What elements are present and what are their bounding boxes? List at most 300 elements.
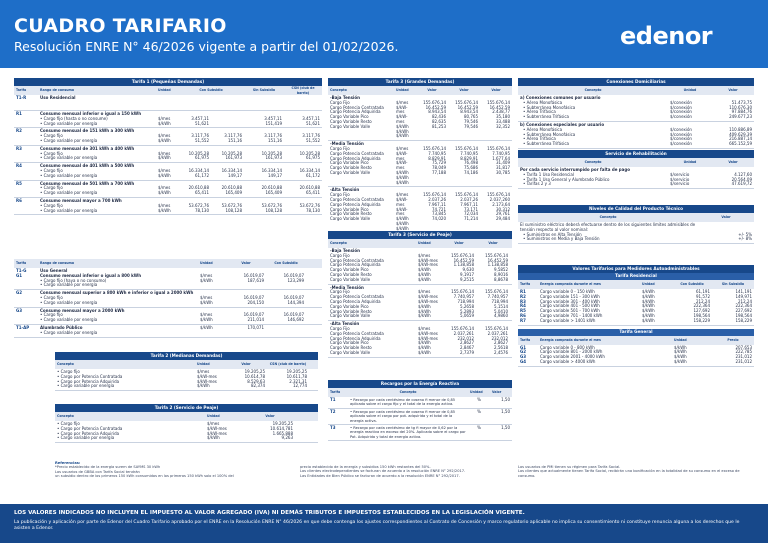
col-valor: Valor — [492, 390, 502, 395]
col-unidad: Unidad — [683, 160, 697, 165]
footer-legal: La publicación y aplicación por parte de Edenor del Cuadro Tarifario aprobado por el ENRE en la Resolución ENRE N° 46/2026 en que debe contenga los ajustes correspondientes al Contrato de Concesión y marco regulatorio aplicable no implica su consentimiento ni constituye renuncia alguna a los derechos que le asisten a Edenor. — [14, 520, 740, 531]
tarifa1-row — [14, 128, 322, 145]
tarifa2-unit: $/mes $/kW-mes $/kW-mes $/kWh — [197, 369, 217, 389]
row-concept — [38, 290, 198, 306]
row-range: Uso Residencial — [40, 95, 76, 100]
row-item: • Cargo fijo — [40, 312, 63, 318]
col-unidad: Unidad — [396, 88, 409, 93]
row-value: 1,50 — [501, 408, 510, 414]
row-item: • Cargo variable por energía — [40, 207, 98, 213]
group-value-1: 155.676,14 2.037,26 7.967,11 74,721 73,845 74,020 — [423, 192, 446, 222]
rehab-label: Por cada servicio interrumpido por falta de pago — [520, 167, 630, 172]
row-value-1: 3.457,11 51,621 — [191, 115, 209, 126]
tarifa1-row — [14, 95, 322, 111]
rehab-unit: $/servicio $/servicio $/servicio — [670, 171, 690, 187]
group-value-1: 155.676,14 2.037,261 232,012 2,8627 2,8467 2,7379 — [451, 325, 474, 355]
row-text: • Recargo por cada centésimo de tg fi mayor de 0,62 por la energía reactiva en exceso del 20%. Aplicado sobre el cargo por Pot. Adquirida y total de energía activa. — [350, 426, 466, 439]
autoabast-title: Valores Tarifarios para Medidores Autoadministrables — [518, 265, 754, 273]
tarifa2-value: 19.205,25 10.614,78 8.529,63 82,374 — [244, 369, 265, 389]
row-value-1: 16.019,07 211,014 — [243, 312, 264, 323]
col-valor-bt: Valor — [454, 241, 464, 246]
row-item: • Cargo fijo — [40, 133, 63, 139]
row-value-1: 3.117,76 51,552 — [191, 133, 209, 143]
row-value-1: 16.019,07 187,619 — [243, 272, 264, 283]
conexiones-b-row — [518, 122, 754, 149]
row-concept — [38, 95, 156, 110]
autoabast-general-values: 207,653 222,785 231,012 231,012 — [735, 344, 752, 364]
row-value-3: 20.610,88 165,409 — [261, 185, 282, 196]
alumbrado-row — [14, 325, 322, 338]
tarifa2-columns — [55, 360, 318, 369]
col-unidad: Unidad — [207, 414, 220, 419]
group-unit: $/mes $/kW-mes $/kW-mes $/kWh $/kWh $/kWh — [396, 99, 409, 139]
row-unit: $/mes $/kWh — [200, 272, 213, 283]
tarifa3-panel — [328, 78, 512, 234]
tarifa3p-rows — [328, 248, 512, 358]
row-range: Consumo mensual de 501 kWh a 700 kWh — [40, 180, 135, 186]
row-code: R1 — [16, 111, 22, 116]
row-unit: $/mes $/kWh — [158, 167, 171, 178]
col-sin-subsidio: Sin Subsidio — [721, 282, 745, 287]
calidad-title: Niveles de Calidad del Producto Técnico — [518, 205, 754, 213]
group-value-3: 155.676,14 7.740,95 1.677,64 31,409 31,817 30,785 — [487, 145, 510, 175]
row-value-1: 20.610,88 65,411 — [188, 185, 209, 196]
col-rango: Rango de consumo — [40, 88, 75, 93]
ap-label-cell — [38, 325, 198, 337]
tarifa2p-value: 19.205,25 10.614,781 1.665,888 9,263 — [270, 421, 293, 441]
reactiva-rows — [328, 397, 512, 441]
row-value-4: 3.117,76 51,552 — [302, 133, 320, 143]
col-unidad: Unidad — [418, 241, 431, 246]
row-value-2: 20.610,88 165,409 — [221, 185, 242, 196]
row-item: • Cargo variable por energía — [40, 137, 98, 143]
col-concepto: Concepto — [57, 362, 74, 367]
referencias-right: Los usuarios de PMI tienen su régimen para Tarifa Social. Los clientes que actualmente tienen Tarifa Social, recibirán una bonificación en la totalidad de su consumo en el exceso de consumo. — [518, 465, 740, 478]
autoabast-codes: R1 R2 R3 R4 R5 R6 R7 — [520, 289, 526, 323]
row-range: Consumo mensual de 301 kWh a 400 kWh — [40, 145, 135, 151]
page-title: CUADRO TARIFARIO — [14, 15, 227, 37]
row-value-4: 10.205,28 61,975 — [299, 150, 320, 161]
col-unidad: Unidad — [642, 282, 655, 287]
row-code: T1-R — [16, 95, 27, 100]
row-value-2: 16.334,14 149,17 — [221, 167, 242, 178]
group-label: -Baja Tensión — [330, 95, 360, 100]
tarifa1-columns — [14, 86, 322, 95]
row-item: • Cargo fijo (hasta o no consume) — [40, 115, 108, 121]
referencias-title: Referencias: — [55, 461, 81, 465]
group-items: Cargo Fijo Cargo Potencia Contratada Cargo Potencia Adquirida Cargo Variable Pico Cargo Variable Resto Cargo Variable Valle — [330, 325, 384, 355]
tarifa1-general-panel — [14, 259, 322, 338]
row-range: Consumo mensual mayor a 700 kWh — [40, 197, 122, 203]
row-text: • Recargo por cada centésimo de coseno fi menor de 0,85 aplicado sobre el cargo fijo y el total de la energía activa. — [350, 398, 456, 407]
autoabast-row — [518, 289, 754, 326]
tarifa2-row — [55, 369, 318, 391]
reactiva-title: Recargos por la Energía Reactiva — [328, 380, 512, 388]
conexiones-b-label: b) Conexiones especiales por usuario — [520, 121, 605, 127]
rehab-items: • Tarifa 1 Uso Residencial • Tarifa 1 Uso General y Alumbrado Público • Tarifas 2 y 3 — [523, 171, 610, 187]
tarifa3-peaje-panel — [328, 231, 512, 358]
group-concept — [328, 248, 416, 284]
conexiones-b-values: 110.886,89 409.629,39 216.887,14 665.152,59 — [729, 126, 752, 147]
autoabast-columns — [518, 280, 754, 289]
autoabast-items: Cargo variable 0 - 150 kWh Cargo variable 151 - 300 kWh Cargo variable 301 - 400 kWh Cargo variable 401 - 500 kWh Cargo variable 501 - 700 kWh Cargo variable 701 - 1400 kWh Cargo variable > 1401 kWh — [540, 289, 603, 323]
tarifa2-panel — [55, 352, 318, 391]
row-value-2 — [211, 95, 244, 110]
row-range: Uso General Consumo mensual inferior o igual a 800 kWh — [40, 268, 142, 278]
reactiva-columns — [328, 388, 512, 397]
col-unidad: Unidad — [683, 88, 697, 93]
row-unit: % — [477, 397, 481, 402]
col-concepto: Concepto — [584, 88, 602, 93]
tarifa3p-columns — [328, 239, 512, 248]
row-value-3: 3.457,11 151,419 — [264, 115, 282, 126]
group-label: -Alta Tensión — [330, 321, 360, 327]
tarifa1-panel — [14, 78, 322, 215]
conexiones-a-items: • Aérea Monofásica • Subterránea Monofásica • Aérea Trifásica • Subterránea Trifásica — [523, 99, 576, 120]
col-valor: Valor — [241, 261, 251, 266]
row-value-2: 10.205,28 161,973 — [221, 150, 242, 161]
row-item: • Cargo fijo — [40, 202, 63, 208]
ap-code: T1-AP — [16, 324, 30, 330]
tarifa3-group — [328, 187, 512, 233]
autoabast-panel — [518, 265, 754, 367]
col-energia: Energía comprada durante el mes — [540, 282, 601, 287]
col-tarifa: Tarifa — [330, 390, 341, 395]
tarifa1g-row — [14, 268, 322, 290]
col-con-subsidio: Con Subsidio — [274, 261, 298, 266]
col-csn: CSN (club de barrio) — [269, 362, 307, 367]
col-valor: Valor — [265, 414, 275, 419]
reactiva-panel — [328, 380, 512, 441]
col-valor-mt: Valor — [488, 241, 498, 246]
row-value-3 — [244, 95, 284, 110]
col-concepto: Concepto — [399, 390, 417, 395]
row-unit: % — [477, 425, 481, 431]
tarifa2p-unit: $/mes $/kW-mes $/kW-mes $/kWh — [207, 421, 227, 441]
calidad-columns — [518, 213, 754, 222]
group-value-3: 155.676,14 2.037,260 2.173,64 30,312 29,761 29,484 — [487, 192, 510, 222]
col-valor-mt: Valor — [459, 88, 469, 93]
row-item: • Cargo variable por energía — [40, 155, 98, 161]
col-valor: Valor — [241, 362, 251, 367]
rehab-panel — [518, 150, 754, 189]
row-value: 1,50 — [501, 425, 510, 431]
row-value-4: 20.610,88 65,411 — [299, 185, 320, 196]
row-code: G2 — [16, 290, 23, 296]
tarifa1-row — [14, 163, 322, 180]
col-unidad: Unidad — [470, 390, 483, 395]
conexiones-panel — [518, 78, 754, 149]
conexiones-a-unit: $/conexión $/conexión $/conexión $/conexión — [670, 99, 692, 120]
row-code: R5 — [16, 180, 22, 186]
col-unidad: Unidad — [200, 261, 213, 266]
group-value-2: 155.676,14 16.452,59 8.943,54 80,765 79,546 79,546 — [455, 99, 478, 129]
edenor-logo: edenor — [620, 22, 713, 50]
row-item: • Cargo fijo — [40, 150, 63, 156]
referencias-left — [55, 461, 295, 479]
group-unit: $/mes $/kW-mes $/kW-mes $/kWh $/kWh $/kWh — [396, 192, 409, 231]
col-concepto: Concepto — [599, 215, 617, 220]
row-item: • Cargo variable por energía — [40, 317, 98, 323]
row-value-4: 3.457,11 51,621 — [302, 115, 320, 126]
autoabast-con: 61,191 91,572 212,24 222,364 127,692 198,564 158,229 — [693, 289, 710, 323]
reactiva-row — [328, 425, 512, 441]
row-unit: $/mes $/kWh — [158, 202, 171, 213]
row-concept — [38, 146, 156, 162]
conexiones-b-items: • Aérea Monofásica • Subterránea Monofásica • Aérea Trifásica • Subterránea Trifásica — [523, 126, 576, 147]
group-value-2: 155.676,14 2.037,26 7.967,11 73,171 72,034 71,214 — [455, 192, 478, 222]
row-item: • Cargo fijo — [40, 167, 63, 173]
row-value-1: 16.019,07 204,150 — [243, 294, 264, 305]
tarifa1-rows — [14, 95, 322, 215]
referencias-mid: precio establecido de la energía y subsidios 150 kWh restantes del 50%. Los clientes electrodependientes se facturan de acuerdo a la resolución ENRE N° 292/2017. Las Entidades de Bien Público se facturan de acuerdo a la resolución ENRE N° 292/2017. — [300, 465, 466, 478]
group-unit: $/mes $/kW-mes $/kW-mes $/kWh $/kWh $/kWh — [396, 145, 409, 185]
row-value-2 — [211, 111, 244, 127]
conexiones-a-values: 51.473,75 110.676,30 97.884,76 249.677,23 — [729, 99, 752, 120]
group-value-2: 155.676,14 7.740,95 8.829,91 76,498 75,686 74,186 — [455, 145, 478, 175]
row-code: G3 — [16, 307, 23, 313]
group-value-2: 155.676,14 7.740,957 718,994 5,1514 5,0410 4,9860 — [485, 289, 508, 319]
row-unit — [156, 95, 178, 110]
col-unidad: Unidad — [158, 88, 171, 93]
col-unidad: Unidad — [197, 362, 210, 367]
rehab-values: 4.127,60 20.564,09 47.619,72 — [731, 171, 752, 187]
col-concepto: Concepto — [330, 241, 347, 246]
group-unit: $/mes $/kW-mes $/kW-mes $/kWh $/kWh $/kWh — [418, 325, 438, 355]
tarifa3-title: Tarifa 3 (Grandes Demandas) — [328, 78, 512, 86]
row-unit: $/mes $/kWh — [200, 312, 213, 323]
calidad-concept — [518, 222, 698, 243]
row-unit: $/mes $/kWh — [200, 294, 213, 305]
row-item: • Cargo variable por energía — [40, 120, 98, 126]
tarifa2p-columns — [55, 412, 318, 421]
group-value-1: 155.676,14 7.740,957 718,994 5,2658 5,2893 5,0659 — [451, 289, 474, 319]
header-banner — [0, 0, 768, 68]
col-con-subsidio: Con Subsidio — [199, 88, 223, 93]
row-code: T2 — [330, 408, 336, 414]
tarifa3-group — [328, 285, 512, 322]
row-code: T1-G G1 — [16, 268, 27, 278]
row-value-1: 10.205,28 61,975 — [188, 150, 209, 161]
group-value-1: 155.676,14 16.452,59 1.138,858 9,630 9,1917 9,2515 — [451, 252, 474, 282]
group-items: Cargo Fijo Cargo Potencia Contratada Cargo Potencia Adquirida Cargo Variable Pico Cargo Variable Resto Cargo Variable Valle — [330, 99, 384, 129]
row-code: T1 — [330, 397, 336, 402]
col-valor: Valor — [728, 88, 738, 93]
row-code: R6 — [16, 197, 22, 203]
ap-label: Alumbrado Público — [40, 324, 83, 330]
col-sin-subsidio: Sin Subsidio — [252, 88, 276, 93]
footer-banner — [0, 504, 768, 543]
group-items: Cargo Fijo Cargo Potencia Contratada Cargo Potencia Adquirida Cargo Variable Pico Cargo Variable Resto Cargo Variable Valle — [330, 192, 384, 222]
autoabast-unit: $/kWh $/kWh $/kWh $/kWh $/kWh $/kWh $/kWh — [642, 289, 655, 323]
row-concept — [38, 111, 156, 127]
row-range: Consumo mensual de 401 kWh a 500 kWh — [40, 163, 135, 169]
group-value-2: 155.676,14 16.452,59 1.138,858 9,5852 8,9016 8,8678 — [485, 252, 508, 282]
col-unidad: Unidad — [674, 337, 687, 342]
tarifa3-group — [328, 95, 512, 141]
rehab-title: Servicio de Rehabilitación — [518, 150, 754, 158]
group-unit: $/mes $/kW-mes $/kW-mes $/kWh $/kWh $/kWh — [418, 289, 438, 319]
group-label: -Media Tensión — [330, 141, 364, 147]
group-concept — [328, 321, 416, 357]
row-item: • Cargo variable por energía — [40, 190, 98, 196]
row-item: • Cargo fijo — [40, 185, 63, 191]
ap-unit: $/kWh — [200, 324, 213, 330]
tarifa1-title: Tarifa 1 (Pequeñas Demandas) — [14, 78, 322, 86]
autoabast-general-items: Cargo variable 0 - 800 kWh Cargo variable 801 - 2000 kWh Cargo variable 2001 - 4000 kWh Cargo variable > 4000 kWh — [540, 344, 605, 364]
row-unit: $/mes $/kWh — [158, 133, 171, 143]
row-unit: $/mes $/kWh — [158, 150, 171, 161]
row-value-3: 16.334,14 149,17 — [261, 167, 282, 178]
tarifa3-rows — [328, 95, 512, 234]
row-value: 1,50 — [501, 397, 510, 402]
tarifa3-group — [328, 141, 512, 187]
row-concept — [38, 308, 198, 324]
tarifa3-group — [328, 248, 512, 285]
tarifa2p-row — [55, 421, 318, 443]
rehab-concept — [518, 167, 668, 188]
tarifa3-columns — [328, 86, 512, 95]
row-value-4: 16.334,14 61,172 — [299, 167, 320, 178]
row-value-4 — [284, 95, 322, 110]
group-items: Cargo Fijo Cargo Potencia Contratada Cargo Potencia Adquirida Cargo Variable Pico Cargo Variable Resto Cargo Variable Valle — [330, 252, 384, 282]
reactiva-row — [328, 409, 512, 425]
row-value-2: 16.019,07 123,299 — [283, 272, 304, 283]
row-text: • Recargo por cada centésimo de coseno fi menor de 0,85 aplicado sobre el cargo por pot. adquirida y el total de la energía activa. — [350, 409, 456, 423]
group-value-1: 155.676,14 7.740,95 8.829,91 75,729 78,049 77,188 — [423, 145, 446, 175]
row-code: R3 — [16, 145, 22, 151]
page-subtitle: Resolución ENRE N° 46/2026 vigente a partir del 01/02/2026. — [14, 39, 399, 54]
group-label: -Alta Tensión — [330, 187, 360, 193]
conexiones-title: Conexiones Domiciliarias — [518, 78, 754, 86]
col-csn: CSN (club de barrio) — [291, 85, 315, 95]
group-value-3: 155.676,14 16.452,59 2.438,77 35,180 33,488 32,352 — [487, 99, 510, 129]
conexiones-b-concept — [518, 122, 668, 148]
tarifa2p-items: • Cargo fijo • Cargo por Potencia Contratada • Cargo por Potencia Adquirida • Cargo variable por energía — [57, 421, 123, 441]
row-code: T3 — [330, 425, 336, 431]
autoabast-general-codes: G1 G2 G3 G4 — [520, 344, 527, 364]
col-concepto: Concepto — [584, 160, 602, 165]
col-valor-bt: Valor — [427, 88, 437, 93]
row-concept — [38, 198, 156, 214]
rehab-row — [518, 167, 754, 189]
group-label: -Baja Tensión — [330, 248, 360, 253]
conexiones-a-row — [518, 95, 754, 122]
col-tarifa: Tarifa — [520, 337, 531, 342]
autoabast-general-row — [518, 345, 754, 367]
row-value-2: 3.117,76 151,16 — [224, 133, 242, 143]
autoabast-general-unit: $/kWh $/kWh $/kWh $/kWh — [674, 344, 687, 364]
row-code: R4 — [16, 163, 22, 169]
autoabast-general-columns — [518, 336, 754, 345]
group-items: Cargo Fijo Cargo Potencia Contratada Cargo Potencia Adquirida Cargo Variable Pico Cargo Variable Resto Cargo Variable Valle — [330, 145, 384, 175]
calidad-panel — [518, 205, 754, 244]
tarifa2-title: Tarifa 2 (Medianas Demandas) — [55, 352, 318, 360]
referencias-left-text: *Precio establecido de la energía surem de SAYMS 30 kWh Los usuarios de GBBA con Tarifa Social tendrán un subsidio dentro de los primeros 150 kWh consumidos en los primeros 150 kWh solo el 100% del — [55, 465, 234, 479]
row-value-1 — [178, 95, 211, 110]
autoabast-subtitle: Tarifa Residencial — [518, 273, 754, 280]
calidad-values: +/- 5% +/- 8% — [738, 231, 752, 242]
row-value-2: 16.019,07 146,692 — [283, 312, 304, 323]
group-value-2: 155.676,14 2.037,261 232,012 2,8627 2,5618 2,4576 — [485, 325, 508, 355]
col-con-subsidio: Con Subsidio — [680, 282, 704, 287]
group-concept — [328, 95, 394, 140]
tarifa1g-columns — [14, 259, 322, 268]
row-value-3: 10.205,28 161,973 — [261, 150, 282, 161]
reactiva-row — [328, 397, 512, 409]
col-energia: Energía comprada durante el mes — [540, 337, 601, 342]
tarifa1g-rows — [14, 268, 322, 325]
row-range: Consumo mensual inferior o igual a 150 kWh — [40, 111, 142, 116]
group-concept — [328, 187, 394, 232]
col-concepto: Concepto — [57, 414, 74, 419]
tarifa3-group — [328, 321, 512, 358]
tarifa1-row — [14, 146, 322, 163]
row-item: • Cargo variable por energía — [40, 299, 98, 305]
rehab-columns — [518, 158, 754, 167]
ap-value: 170,071 — [247, 324, 264, 330]
row-unit: % — [477, 408, 481, 414]
row-range: Consumo mensual de 151 kWh a 300 kWh — [40, 128, 135, 134]
col-rango: Rango de consumo — [40, 261, 75, 266]
col-concepto: Concepto — [330, 88, 347, 93]
tarifa1-row — [14, 198, 322, 215]
row-concept — [38, 268, 198, 289]
group-value-1: 155.676,14 16.452,59 8.943,54 82,436 82,635 81,253 — [423, 99, 446, 129]
tarifa1g-row — [14, 308, 322, 325]
row-item: • Cargo variable por energía — [40, 172, 98, 178]
row-value-3: 3.117,76 151,16 — [264, 133, 282, 143]
row-value-4: 53.672,76 78,130 — [299, 202, 320, 213]
row-value-2: 53.672,76 108,128 — [221, 202, 242, 213]
conexiones-a-concept — [518, 95, 668, 121]
col-precio: Precio — [727, 337, 739, 342]
calidad-items: • Suministros en Alta Tensión • Suministros en Media y Baja Tensión — [523, 231, 600, 242]
row-value-2: 16.019,07 144,394 — [283, 294, 304, 305]
row-unit: $/mes $/kWh — [158, 185, 171, 196]
row-item: • Cargo fijo — [40, 294, 63, 300]
conexiones-columns — [518, 86, 754, 95]
row-concept — [38, 128, 156, 144]
row-range: Consumo mensual superior a 800 kWh e inferior o igual a 2000 kWh — [40, 290, 194, 296]
group-items: Cargo Fijo Cargo Potencia Contratada Cargo Potencia Adquirida Cargo Variable Pico Cargo Variable Resto Cargo Variable Valle — [330, 289, 384, 319]
col-tarifa: Tarifa — [16, 261, 27, 266]
row-value-3: 53.672,76 108,128 — [261, 202, 282, 213]
group-concept — [328, 141, 394, 186]
group-concept — [328, 285, 416, 321]
col-valor-gba: Valor — [491, 88, 501, 93]
ap-item: • Cargo variable por energía — [40, 329, 98, 335]
row-code: R2 — [16, 128, 22, 134]
conexiones-a-label: a) Conexiones comunes por usuario — [520, 95, 601, 100]
row-item: • Cargo fijo (haya o no consumo) — [40, 277, 107, 283]
autoabast-general-title: Tarifa General — [518, 329, 754, 336]
row-concept — [38, 163, 156, 179]
autoabast-sin: 141,191 149,971 212,24 222,364 227,692 198,564 158,229 — [735, 289, 752, 323]
group-label: -Media Tensión — [330, 284, 364, 290]
row-range: Consumo mensual mayor a 2000 kWh — [40, 307, 125, 313]
col-tarifa: Tarifa — [520, 282, 531, 287]
tarifa2-csn: 19.205,25 10.611,78 2.321,31 12,774 — [286, 369, 307, 389]
tarifa2-peaje-panel — [55, 404, 318, 443]
tarifa1-row — [14, 111, 322, 128]
col-valor: Valor — [728, 160, 738, 165]
row-unit: $/mes $/kWh — [158, 115, 171, 126]
conexiones-b-unit: $/conexión $/conexión $/conexión $/conexión — [670, 126, 692, 147]
row-value-1: 53.672,76 78,130 — [188, 202, 209, 213]
col-tarifa: Tarifa — [16, 88, 27, 93]
calidad-text: El suministro eléctrico deberá efectuarse dentro de los siguientes límites admisibles de tensión respecto al valor nominal: — [520, 222, 696, 232]
